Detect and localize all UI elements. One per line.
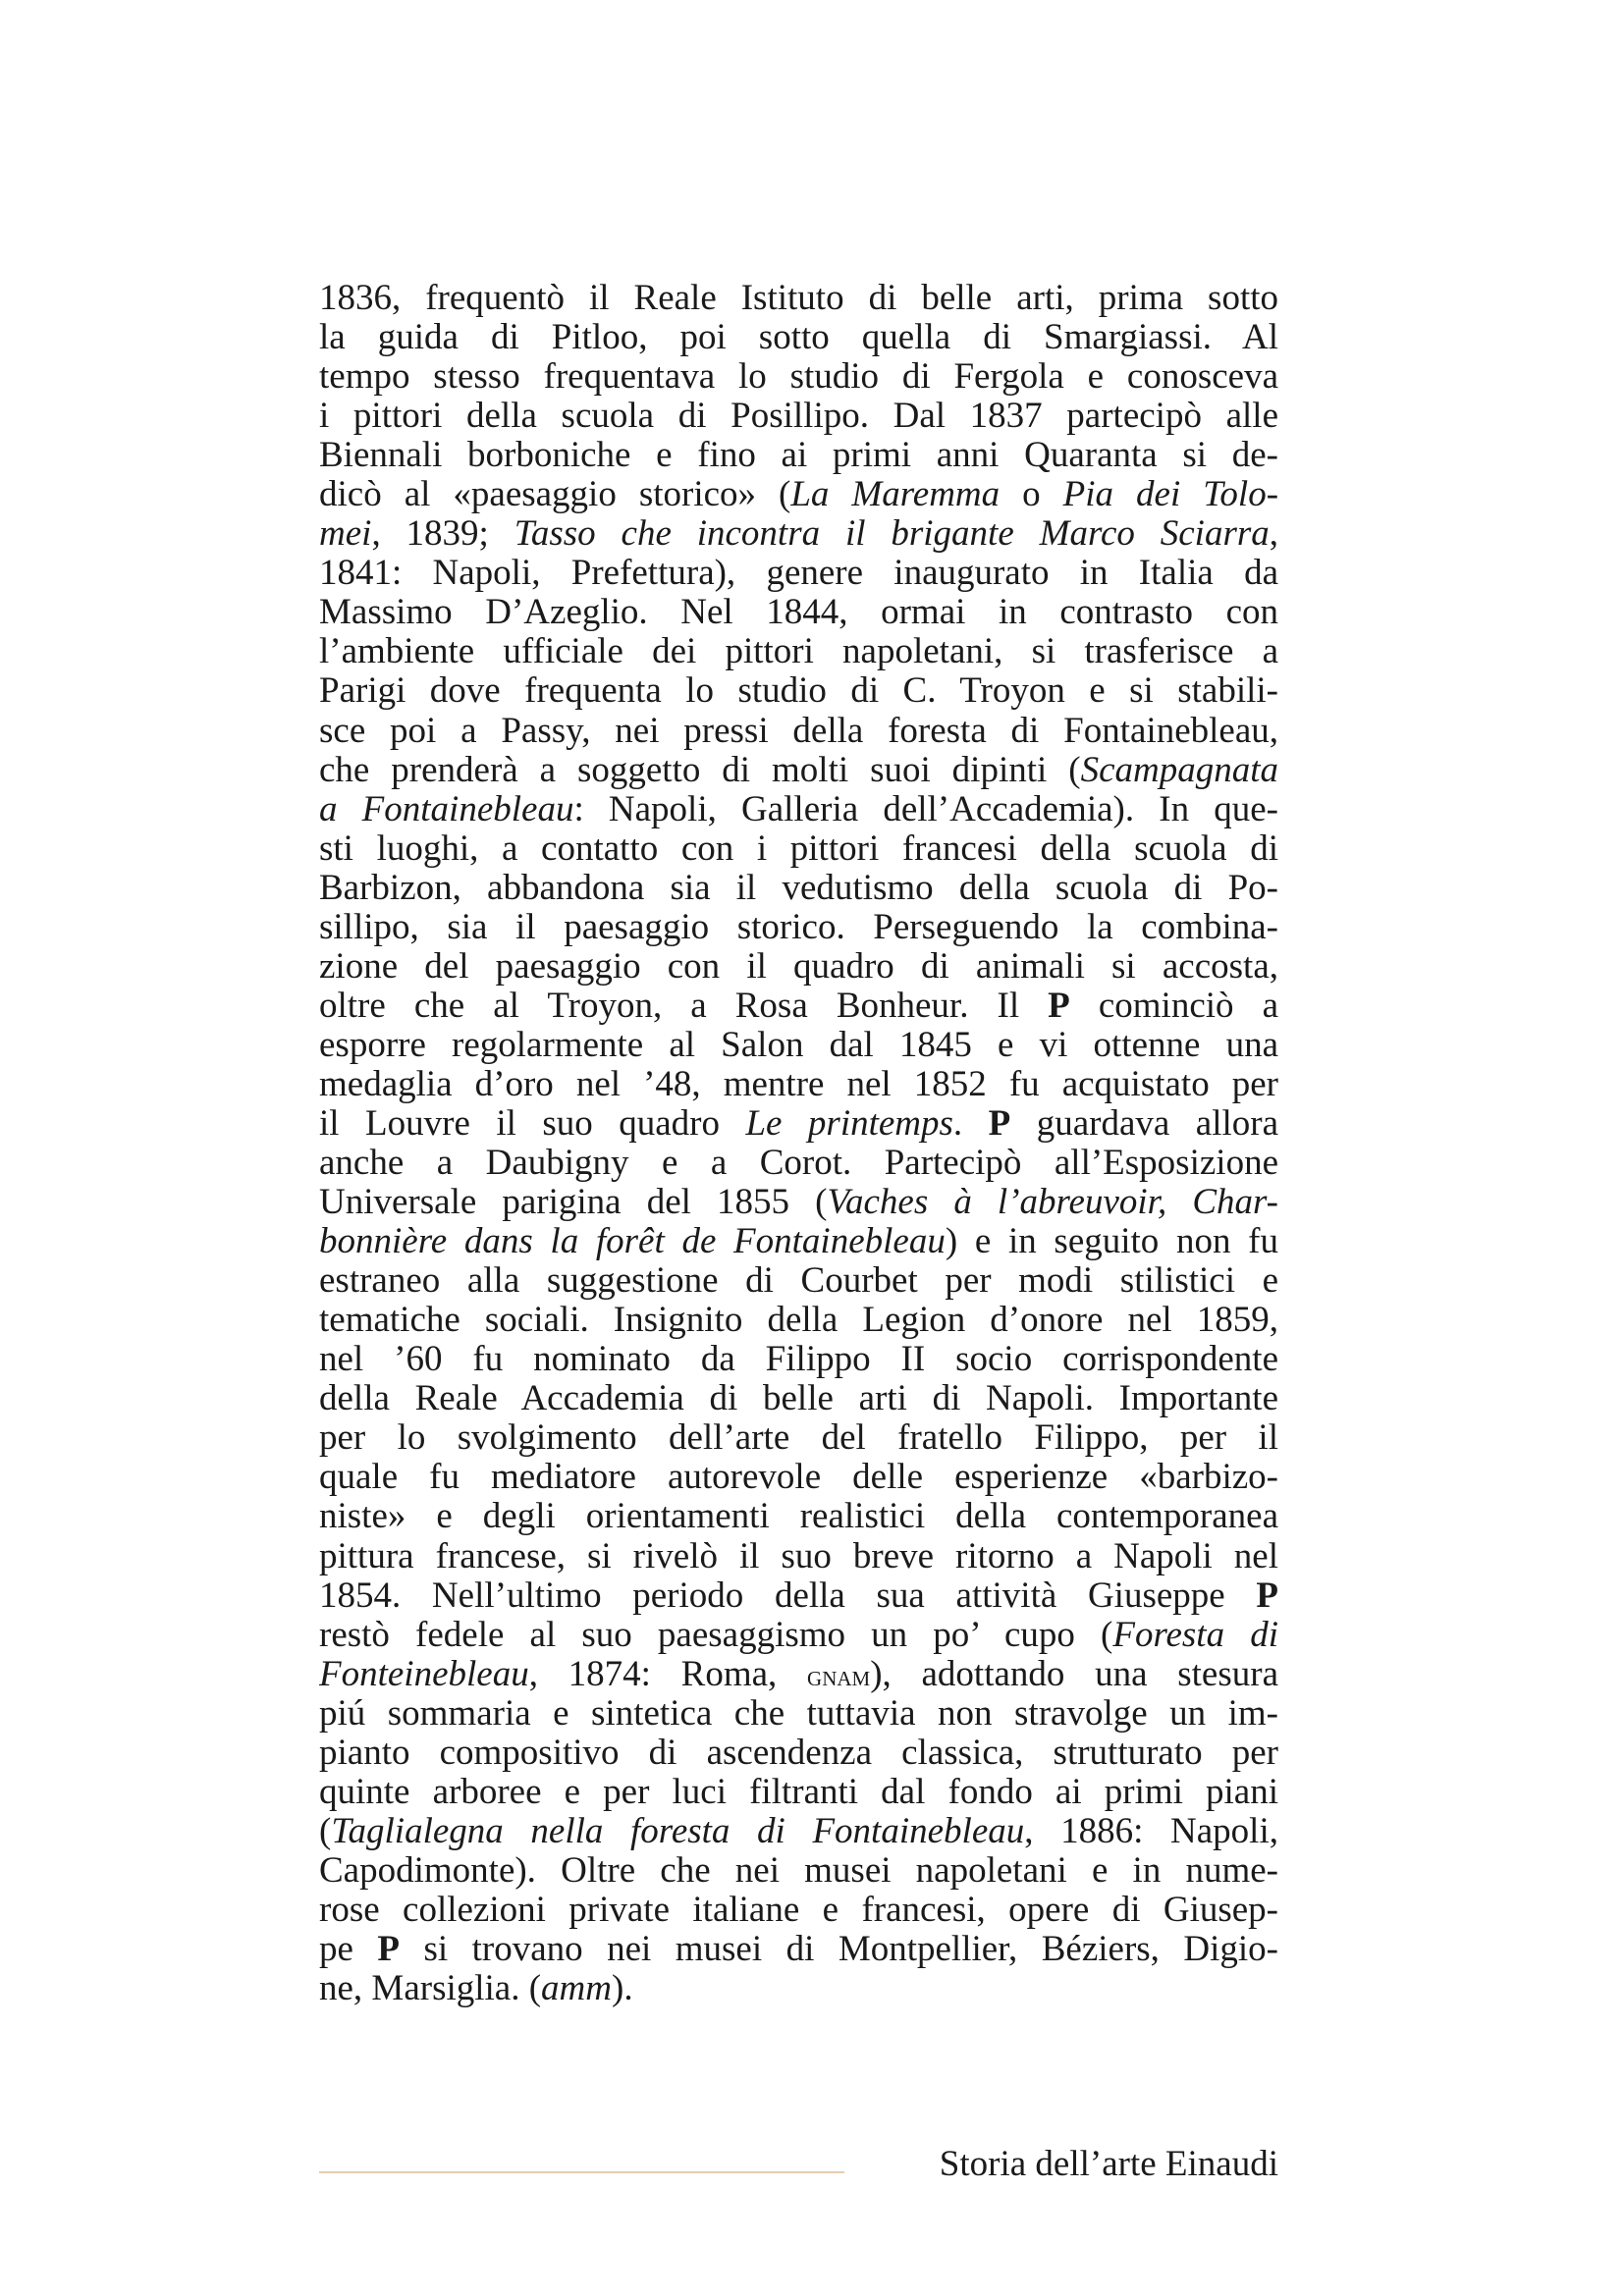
text-line — [319, 397, 1278, 436]
text-line — [319, 987, 1278, 1026]
text-run: medaglia d’oro nel ’48, mentre nel 1852 fu acquistato per — [319, 1063, 1278, 1104]
text-line — [319, 712, 1278, 751]
text-run: P — [1256, 1575, 1278, 1616]
text-run: bonnière dans la forêt de Fontainebleau — [319, 1221, 946, 1262]
text-line — [319, 1418, 1278, 1458]
text-run: quale fu mediatore autorevole delle esperienze «barbizo- — [319, 1457, 1278, 1498]
text-run: l’ambiente ufficiale dei pittori napoletani, si trasferisce a — [319, 631, 1278, 672]
text-run: gnam — [807, 1660, 871, 1692]
text-run: Pia dei Tolo- — [1062, 474, 1279, 515]
page-footer — [319, 2140, 1278, 2189]
text-line — [319, 1340, 1278, 1379]
text-line — [319, 632, 1278, 671]
text-run: pianto compositivo di ascendenza classica, strutturato per — [319, 1732, 1278, 1773]
text-line — [319, 1891, 1278, 1930]
text-run: nel ’60 fu nominato da Filippo II socio corrispondente — [319, 1339, 1278, 1380]
text-run: sce poi a Passy, nei pressi della foresta di Fontainebleau, — [319, 710, 1278, 751]
text-run: ) e in seguito non fu — [945, 1221, 1278, 1262]
text-line — [319, 1576, 1278, 1616]
text-run: , 1886: Napoli, — [1024, 1810, 1278, 1851]
text-run: Barbizon, abbandona sia il vedutismo della scuola di Po- — [319, 867, 1278, 908]
text-run: La Maremma — [790, 474, 1001, 515]
text-line — [319, 1655, 1278, 1694]
text-line — [319, 1458, 1278, 1497]
text-line — [319, 1851, 1278, 1891]
text-run: anche a Daubigny e a Corot. Partecipò all’Esposizione — [319, 1143, 1278, 1184]
text-run: il Louvre il suo quadro — [319, 1102, 746, 1144]
text-run: . — [952, 1102, 989, 1144]
text-run: si trovano nei musei di Montpellier, Béziers, Digio- — [400, 1928, 1278, 1969]
text-run: per lo svolgimento dell’arte del fratello Filippo, per il — [319, 1417, 1278, 1459]
footer-rule — [319, 2171, 844, 2173]
text-run: 1854. Nell’ultimo periodo della sua attività Giuseppe — [319, 1575, 1257, 1616]
text-run: tematiche sociali. Insignito della Legion d’onore nel 1859, — [319, 1300, 1278, 1341]
text-run: zione del paesaggio con il quadro di animali si accosta, — [319, 945, 1278, 987]
text-run: Le printemps — [745, 1102, 953, 1144]
text-run: Foresta di — [1112, 1614, 1278, 1655]
text-run: Vaches à l’abreuvoir, Char- — [827, 1182, 1278, 1223]
text-run: piú sommaria e sintetica che tuttavia non stravolge un im- — [319, 1692, 1278, 1734]
text-line — [319, 869, 1278, 908]
text-run: dicò al «paesaggio storico» ( — [319, 474, 791, 515]
text-line — [319, 1930, 1278, 1969]
text-run: Tasso che incontra il brigante Marco Sciarra — [514, 513, 1270, 555]
text-line — [319, 1026, 1278, 1065]
text-line — [319, 1734, 1278, 1773]
text-run: della Reale Accademia di belle arti di Napoli. Importante — [319, 1378, 1278, 1419]
text-line — [319, 1969, 1278, 2008]
text-run: Massimo D’Azeglio. Nel 1844, ormai in contrasto con — [319, 592, 1278, 633]
text-run: niste» e degli orientamenti realistici della contemporanea — [319, 1496, 1278, 1537]
text-run: guardava allora — [1010, 1102, 1278, 1144]
text-line — [319, 514, 1278, 554]
text-line — [319, 1812, 1278, 1851]
text-run: la guida di Pitloo, poi sotto quella di Smargiassi. Al — [319, 317, 1278, 358]
text-line — [319, 1183, 1278, 1222]
text-run: pe — [319, 1928, 378, 1969]
text-run: Fonteinebleau — [319, 1653, 529, 1694]
text-run: restò fedele al suo paesaggismo un po’ cupo ( — [319, 1614, 1113, 1655]
text-run: pittura francese, si rivelò il suo breve ritorno a Napoli nel — [319, 1535, 1278, 1576]
text-run: oltre che al Troyon, a Rosa Bonheur. Il — [319, 985, 1049, 1026]
text-run: amm — [541, 1968, 612, 2009]
text-run: P — [1048, 985, 1070, 1026]
text-line — [319, 829, 1278, 869]
text-run: Capodimonte). Oltre che nei musei napoletani e in nume- — [319, 1849, 1278, 1891]
footer-title: Storia dell’arte Einaudi — [939, 2144, 1278, 2184]
text-line — [319, 1694, 1278, 1734]
body-text — [319, 279, 1278, 2008]
text-run: Universale parigina del 1855 ( — [319, 1182, 828, 1223]
text-run: Parigi dove frequenta lo studio di C. Troyon e si stabili- — [319, 670, 1278, 712]
text-line — [319, 1104, 1278, 1144]
text-line — [319, 908, 1278, 947]
text-run: ). — [612, 1968, 633, 2009]
text-line — [319, 1537, 1278, 1576]
text-run: quinte arboree e per luci filtranti dal fondo ai primi piani — [319, 1771, 1278, 1812]
text-run: , — [1269, 513, 1278, 555]
text-line — [319, 1261, 1278, 1301]
text-line — [319, 1497, 1278, 1536]
text-line — [319, 1222, 1278, 1261]
text-run: tempo stesso frequentava lo studio di Fergola e conosceva — [319, 356, 1278, 398]
text-line — [319, 947, 1278, 987]
text-run: che prenderà a soggetto di molti suoi dipinti ( — [319, 749, 1081, 790]
text-run: ( — [319, 1810, 332, 1851]
text-run: , 1874: Roma, — [528, 1653, 808, 1694]
text-line — [319, 318, 1278, 357]
text-run: P — [988, 1102, 1011, 1144]
text-run: rose collezioni private italiane e francesi, opere di Giusep- — [319, 1889, 1278, 1930]
text-line — [319, 593, 1278, 632]
text-run: Scampagnata — [1080, 749, 1278, 790]
text-line — [319, 751, 1278, 790]
text-run: , 1839; — [371, 513, 514, 555]
text-line — [319, 554, 1278, 593]
text-run: cominciò a — [1069, 985, 1279, 1026]
text-run: Biennali borboniche e fino ai primi anni Quaranta si de- — [319, 435, 1278, 476]
text-run: sti luoghi, a contatto con i pittori francesi della scuola di — [319, 828, 1278, 869]
text-run: a Fontainebleau — [319, 788, 574, 829]
text-line — [319, 1301, 1278, 1340]
text-run: ne, Marsiglia. ( — [319, 1968, 542, 2009]
text-run: i pittori della scuola di Posillipo. Dal 1837 partecipò alle — [319, 396, 1278, 437]
text-run: 1836, frequentò il Reale Istituto di belle arti, prima sotto — [319, 278, 1278, 318]
text-run: 1841: Napoli, Prefettura), genere inaugurato in Italia da — [319, 553, 1278, 594]
text-line — [319, 357, 1278, 397]
text-line — [319, 1065, 1278, 1104]
text-line — [319, 279, 1278, 318]
text-line — [319, 1144, 1278, 1183]
text-line — [319, 436, 1278, 475]
text-line — [319, 671, 1278, 711]
text-line — [319, 1616, 1278, 1655]
text-run: ), adottando una stesura — [870, 1653, 1278, 1694]
text-line — [319, 1773, 1278, 1812]
text-run: Taglialegna nella foresta di Fontainebleau — [331, 1810, 1025, 1851]
text-run: esporre regolarmente al Salon dal 1845 e vi ottenne una — [319, 1024, 1278, 1065]
text-line — [319, 1379, 1278, 1418]
text-run: estraneo alla suggestione di Courbet per modi stilistici e — [319, 1260, 1278, 1302]
text-line — [319, 790, 1278, 829]
text-run: : Napoli, Galleria dell’Accademia). In que- — [573, 788, 1278, 829]
text-run: o — [1000, 474, 1063, 515]
text-run: P — [377, 1928, 400, 1969]
text-run: sillipo, sia il paesaggio storico. Perseguendo la combina- — [319, 906, 1278, 947]
text-line — [319, 475, 1278, 514]
text-run: mei — [319, 513, 372, 555]
